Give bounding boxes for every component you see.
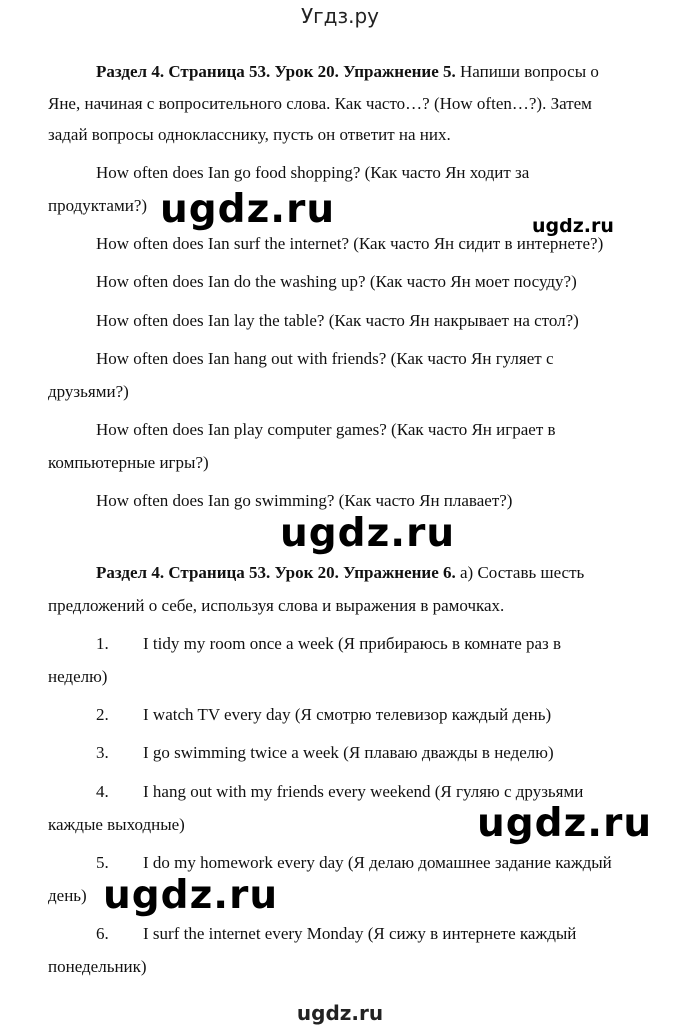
exercise5-question4: How often does Ian lay the table? (Как часто Ян накрывает на стол?)	[96, 311, 579, 330]
exercise6-task-line1: а) Составь шесть	[460, 563, 585, 582]
watermark-1: ugdz.ru	[160, 187, 336, 232]
exercise5-heading: Раздел 4. Страница 53. Урок 20. Упражнение 5.	[96, 62, 456, 81]
exercise6-heading: Раздел 4. Страница 53. Урок 20. Упражнение 6.	[96, 563, 456, 582]
watermark-5: ugdz.ru	[103, 873, 279, 918]
site-footer-url: ugdz.ru	[296, 1001, 384, 1025]
exercise6-item1-text: I tidy my room once a week (Я прибираюсь в комнате раз в	[143, 634, 562, 653]
exercise6-item1-number: 1.	[96, 634, 109, 653]
exercise6-intro-line1	[96, 563, 584, 583]
exercise5-intro-line1	[96, 62, 599, 82]
exercise6-item4-line1	[96, 782, 583, 802]
exercise5-task-line2: Яне, начиная с вопросительного слова. Как часто…? (How often…?). Затем	[48, 94, 592, 113]
exercise5-question7: How often does Ian go swimming? (Как часто Ян плавает?)	[96, 491, 513, 510]
exercise6-item4-text: I hang out with my friends every weekend (Я гуляю с друзьями	[143, 782, 584, 801]
exercise6-item5-number: 5.	[96, 853, 109, 872]
exercise6-item4-number: 4.	[96, 782, 109, 801]
exercise6-item2	[96, 705, 551, 725]
exercise5-question1-line2: продуктами?)	[48, 196, 148, 215]
exercise5-task-line1: Напиши вопросы о	[460, 62, 599, 81]
watermark-4: ugdz.ru	[477, 801, 653, 846]
exercise6-task-line2: предложений о себе, используя слова и выражения в рамочках.	[48, 596, 505, 615]
exercise6-item3-text: I go swimming twice a week (Я плаваю дважды в неделю)	[143, 743, 554, 762]
exercise6-item2-number: 2.	[96, 705, 109, 724]
exercise5-question5-line2: друзьями?)	[48, 382, 129, 401]
exercise6-item6-line2: понедельник)	[48, 957, 147, 976]
exercise6-item5-text: I do my homework every day (Я делаю домашнее задание каждый	[143, 853, 612, 872]
exercise6-item1-line1	[96, 634, 561, 654]
exercise5-question6-line2: компьютерные игры?)	[48, 453, 209, 472]
exercise5-question2: How often does Ian surf the internet? (Как часто Ян сидит в интернете?)	[96, 234, 604, 253]
exercise6-item3-number: 3.	[96, 743, 109, 762]
exercise5-question5-line1: How often does Ian hang out with friends? (Как часто Ян гуляет с	[96, 349, 554, 368]
exercise6-item5-line1	[96, 853, 612, 873]
exercise5-question6-line1: How often does Ian play computer games? (Как часто Ян играет в	[96, 420, 556, 439]
exercise6-item1-line2: неделю)	[48, 667, 108, 686]
watermark-3: ugdz.ru	[280, 511, 456, 556]
exercise6-item6-number: 6.	[96, 924, 109, 943]
exercise6-item2-text: I watch TV every day (Я смотрю телевизор каждый день)	[143, 705, 552, 724]
exercise6-item4-line2: каждые выходные)	[48, 815, 185, 834]
exercise6-item3	[96, 743, 554, 763]
site-header-title: Угдз.ру	[300, 4, 380, 28]
exercise5-task-line3: задай вопросы однокласснику, пусть он ответит на них.	[48, 125, 451, 144]
exercise5-question3: How often does Ian do the washing up? (Как часто Ян моет посуду?)	[96, 272, 577, 291]
watermark-2: ugdz.ru	[532, 215, 614, 237]
exercise5-question1-line1: How often does Ian go food shopping? (Как часто Ян ходит за	[96, 163, 530, 182]
exercise6-item6-line1	[96, 924, 576, 944]
exercise6-item6-text: I surf the internet every Monday (Я сижу в интернете каждый	[143, 924, 577, 943]
exercise6-item5-line2: день)	[48, 886, 87, 905]
